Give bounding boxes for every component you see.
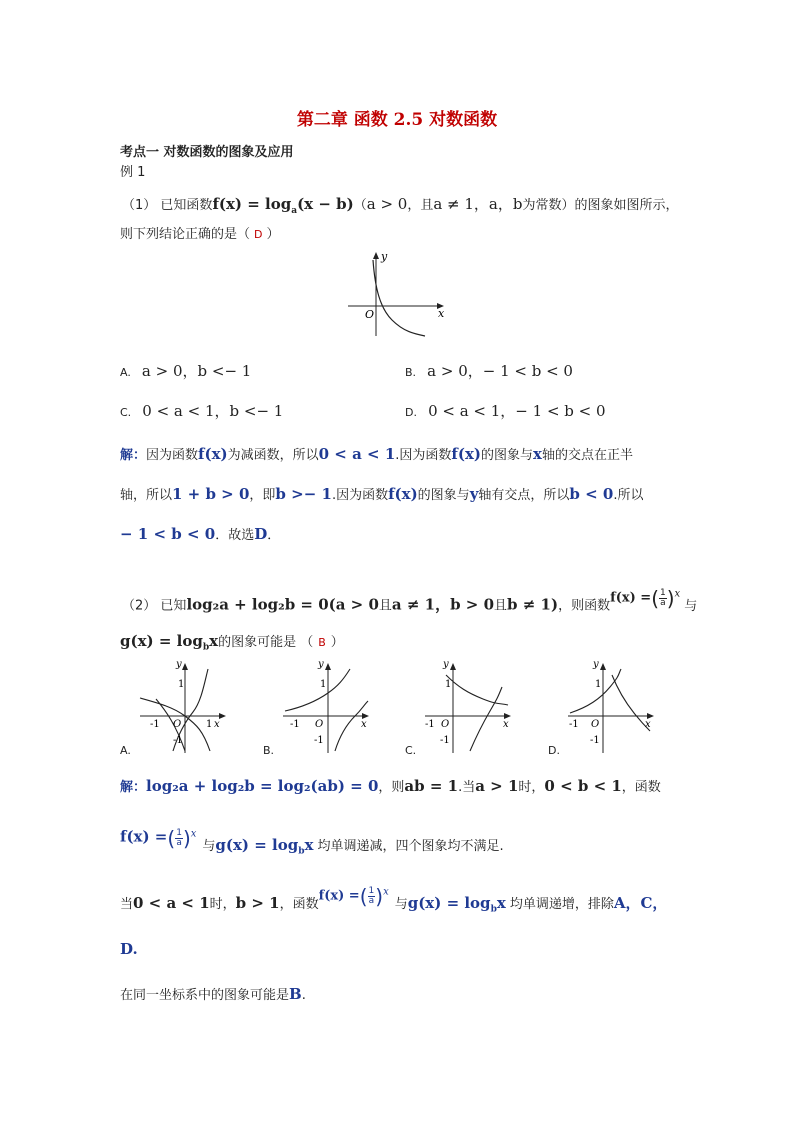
curve-exp — [446, 675, 508, 705]
y-arrow-icon — [373, 252, 379, 259]
q2-option-b-label[interactable]: B. — [263, 744, 275, 757]
y-arrow-icon — [450, 663, 456, 670]
q2-solution-line-2: f(x) =( $\frac{1}{a}$ )$^x$与$g(x) = \log_bx$ 均单调递减，四个图象均不满足. — [120, 826, 504, 857]
svg-text:y: y — [176, 659, 182, 670]
q1-answer: D — [254, 228, 263, 241]
q2-option-c-label[interactable]: C. — [405, 744, 417, 757]
q2-graphs — [118, 655, 678, 760]
svg-text:-1: -1 — [173, 735, 183, 746]
q2-option-a-label[interactable]: A. — [120, 744, 131, 757]
page-title: 第二章 函数 2.5 对数函数 — [296, 110, 498, 130]
svg-text:O: O — [441, 719, 450, 730]
curve-exp — [285, 669, 350, 711]
svg-text:y: y — [593, 659, 599, 670]
q1-x-label: x — [438, 307, 445, 320]
y-arrow-icon — [600, 663, 606, 670]
q1-graph — [340, 248, 450, 338]
q2-graph-c[interactable] — [425, 659, 511, 753]
q1-cond1: a > 0 — [366, 195, 408, 213]
q2-graph-b[interactable] — [283, 659, 369, 753]
svg-text:x: x — [645, 719, 651, 730]
q1-curve — [373, 260, 425, 336]
q2-graph-a[interactable] — [140, 659, 226, 753]
svg-text:-1: -1 — [150, 719, 160, 730]
svg-text:O: O — [315, 719, 324, 730]
q1-lead: 已知函数 — [160, 198, 213, 213]
q2-line-2: $g(x) = \log_bx$的图象可能是 （ B ） — [120, 632, 344, 653]
q1-solution-line-2: 轴，所以1 + b > 0，即b >− 1.因为函数f(x)的图象与y轴有交点，所以b < 0.所以 — [120, 485, 644, 503]
q2-answer: B — [318, 636, 326, 649]
example-label: 例 1 — [120, 165, 146, 180]
svg-text:1: 1 — [320, 679, 327, 690]
svg-text:x: x — [214, 719, 220, 730]
svg-text:1: 1 — [595, 679, 602, 690]
svg-text:O: O — [173, 719, 182, 730]
q1-option-b[interactable]: B. a > 0，− 1 < b < 0 — [405, 362, 573, 380]
svg-text:y: y — [443, 659, 449, 670]
q2-option-d-label[interactable]: D. — [548, 744, 560, 757]
curve-exp — [570, 669, 621, 713]
q1-option-c[interactable]: C. 0 < a < 1，b <− 1 — [120, 402, 284, 420]
q1-line-2: 则下列结论正确的是（ D ） — [120, 227, 280, 242]
q1-line-1: （1） 已知函数$f(x) = \log_a(x - b)(a > 0$，且a ≠ 1，a，b为常数）的图象如图所示， — [122, 195, 679, 216]
q1-option-a[interactable]: A. a > 0，b <− 1 — [120, 362, 252, 380]
x-arrow-icon — [219, 713, 226, 719]
q1-option-d[interactable]: D. 0 < a < 1，− 1 < b < 0 — [405, 402, 606, 420]
svg-text:1: 1 — [206, 719, 213, 730]
q2-solution-line-4: D. — [120, 940, 138, 958]
q1-y-label: y — [381, 250, 388, 263]
svg-text:-1: -1 — [314, 735, 324, 746]
q1-origin-label: O — [365, 308, 375, 321]
q1-func: $f(x) = \log_a(x - b)$ — [212, 195, 354, 216]
svg-text:-1: -1 — [425, 719, 435, 730]
svg-text:y: y — [318, 659, 324, 670]
q2-graph-d[interactable] — [568, 659, 654, 753]
svg-text:-1: -1 — [290, 719, 300, 730]
y-arrow-icon — [182, 663, 188, 670]
q2-solution-line-3: 当0 < a < 1时，b > 1，函数f(x) =( $\frac{1}{a}$ )$^x$与$g(x) = \log_bx$ 均单调递增，排除A，C， — [120, 884, 668, 915]
svg-text:-1: -1 — [590, 735, 600, 746]
q2-line-1: （2） 已知log₂a + log₂b = 0(a > 0且a ≠ 1，b > 0且b ≠ 1)，则函数f(x) =( $\frac{1}{a}$ )$^x$与 — [122, 586, 698, 614]
q2-solution-line-1: 解：log₂a + log₂b = log₂(ab) = 0，则ab = 1.当a > 1时，0 < b < 1，函数 — [120, 777, 661, 795]
svg-text:x: x — [361, 719, 367, 730]
q1-number: （1） — [122, 198, 157, 213]
q2-solution-line-5: 在同一坐标系中的图象可能是B. — [120, 985, 306, 1003]
svg-text:-1: -1 — [569, 719, 579, 730]
svg-text:1: 1 — [178, 679, 185, 690]
svg-text:x: x — [503, 719, 509, 730]
section-heading: 考点一 对数函数的图象及应用 — [120, 145, 294, 160]
curve-log — [470, 687, 502, 751]
svg-text:O: O — [591, 719, 600, 730]
q1-solution-line-1: 解：因为函数f(x)为减函数，所以0 < a < 1.因为函数f(x)的图象与x轴的交点在正半 — [120, 445, 633, 463]
q1-solution-line-3: − 1 < b < 0．故选D． — [120, 525, 281, 543]
q1-cond2: a ≠ 1，a，b — [433, 195, 523, 213]
y-arrow-icon — [325, 663, 331, 670]
svg-text:-1: -1 — [440, 735, 450, 746]
svg-text:1: 1 — [445, 679, 452, 690]
